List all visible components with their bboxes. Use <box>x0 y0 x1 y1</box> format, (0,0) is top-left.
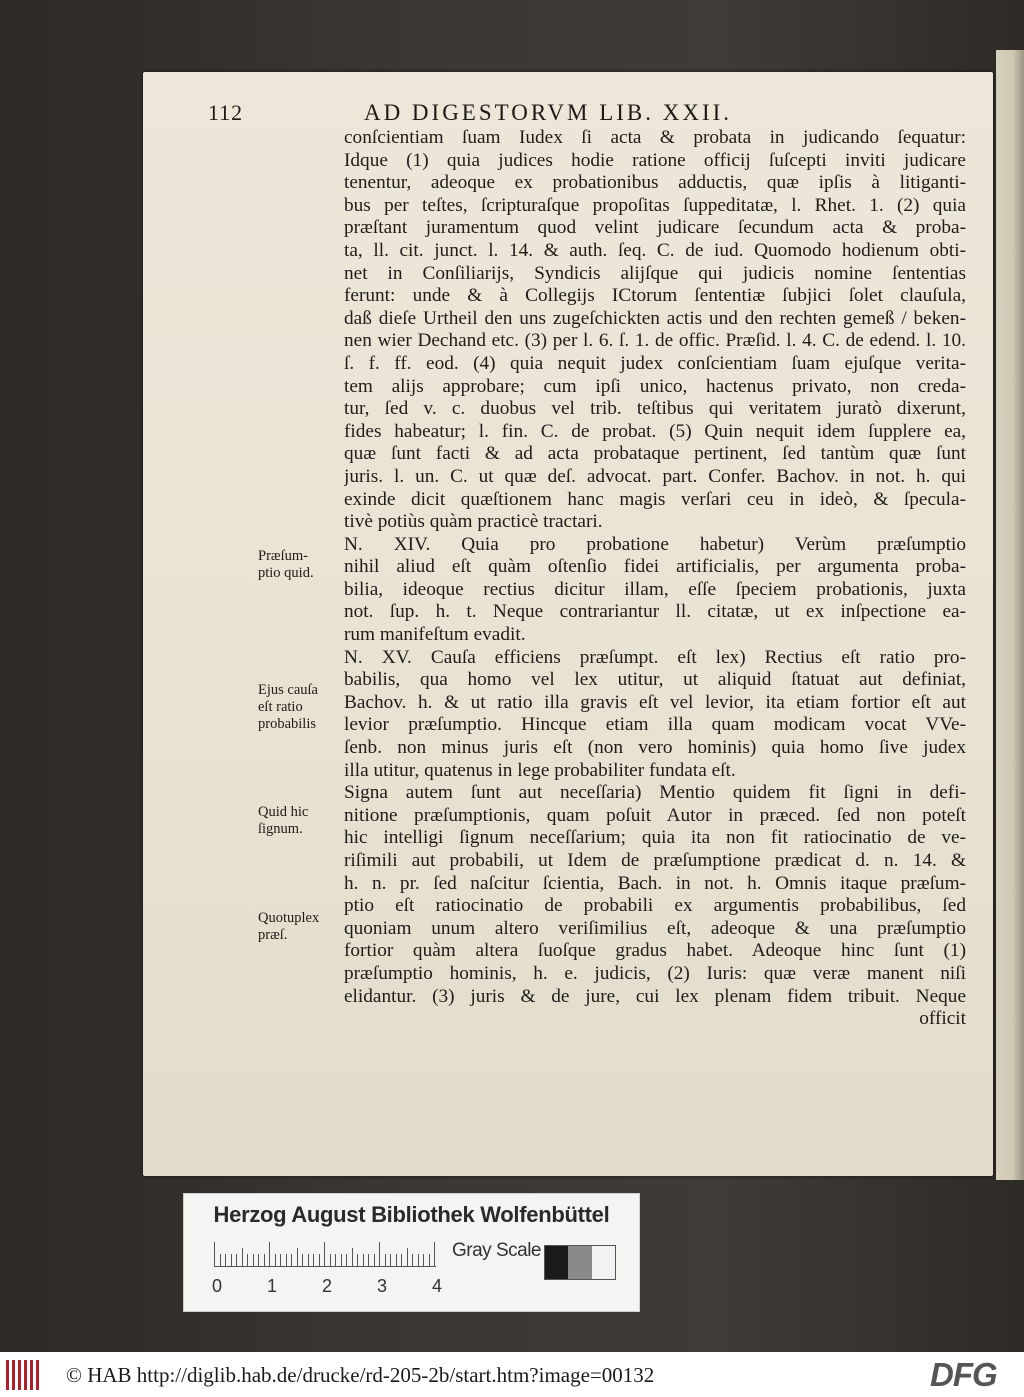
margin-note-line: ſignum. <box>258 821 303 837</box>
ruler-tick <box>363 1254 364 1266</box>
body-line: nitione præſumptionis, quam poſuit Autor in præced. ſed non poteſt <box>344 804 966 826</box>
ruler-tick <box>264 1254 265 1266</box>
ruler-tick <box>390 1254 391 1266</box>
ruler-tick <box>297 1248 298 1266</box>
ruler-tick <box>231 1254 232 1266</box>
ruler-tick <box>357 1254 358 1266</box>
body-line: bus per teſtes, ſcripturaſque propoſitas ſuppeditatæ, l. Rhet. 1. (2) quia <box>344 194 966 216</box>
ruler-tick <box>368 1254 369 1266</box>
body-line: levior præſumptio. Hincque etiam illa quam modicam vocat VVe- <box>344 714 966 736</box>
gray-scale-label: Gray Scale <box>452 1240 541 1261</box>
body-line: daß dieſe Urtheil den uns zugeſchickten actis und den rechten gemeß / beken- <box>344 307 966 329</box>
gray-step <box>592 1246 615 1279</box>
margin-note-2 <box>258 682 350 733</box>
ruler-tick <box>330 1254 331 1266</box>
page-header <box>208 100 848 126</box>
margin-note-3 <box>258 804 350 838</box>
ruler-tick <box>319 1254 320 1266</box>
ruler-tick <box>385 1254 386 1266</box>
ruler-tick <box>253 1254 254 1266</box>
ruler-tick <box>242 1248 243 1266</box>
ruler-tick <box>308 1254 309 1266</box>
margin-note-line: Præſum- <box>258 548 308 564</box>
facing-page-edge <box>996 50 1024 1180</box>
body-line: præſtant juramentum quod velint judicare ſecundum acta & proba- <box>344 217 966 239</box>
body-line: tivè potiùs quàm practicè tractari. <box>344 511 603 533</box>
margin-note-1 <box>258 548 350 582</box>
body-line: N. XIV. Quia pro probatione habetur) Verùm præſumptio <box>344 533 966 555</box>
margin-note-4 <box>258 910 350 944</box>
body-line: fides habeatur; l. fin. C. de probat. (5) Quin nequit idem ſupplere ea, <box>344 420 966 442</box>
dfg-logo: DFG <box>930 1356 997 1393</box>
ruler-tick <box>396 1254 397 1266</box>
body-line: bilia, ideoque rectius dicitur illam, eſſe ſpeciem probationis, juxta <box>344 578 966 600</box>
ruler-tick <box>324 1242 325 1266</box>
body-line: net in Conſiliarijs, Syndicis alijſque qui judicis nomine ſententias <box>344 262 966 284</box>
ruler-tick <box>225 1254 226 1266</box>
ruler-number: 0 <box>211 1276 222 1296</box>
body-line: tur, ſed v. c. duobus vel trib. teſtibus qui veritatem juratò dixerunt, <box>344 398 966 420</box>
hab-logo-icon <box>6 1360 46 1390</box>
body-line: juris. l. un. C. ut quæ deſ. advocat. part. Confer. Bachov. in not. h. qui <box>344 465 966 487</box>
ruler-number: 2 <box>321 1276 332 1296</box>
ruler-tick <box>275 1254 276 1266</box>
ruler-tick <box>258 1254 259 1266</box>
ruler-tick <box>401 1254 402 1266</box>
body-line: elidantur. (3) juris & de jure, cui lex plenam fidem tribuit. Neque <box>344 985 966 1007</box>
ruler-number: 3 <box>376 1276 387 1296</box>
body-line: nihil aliud eſt quàm oſtenſio fidei artificialis, per argumenta proba- <box>344 556 966 578</box>
body-line: præſumptio hominis, h. e. judicis, (2) Iuris: quæ veræ manent niſi <box>344 962 966 984</box>
copyright-url[interactable]: © HAB http://diglib.hab.de/drucke/rd-205-2b/start.htm?image=00132 <box>66 1363 655 1387</box>
body-text <box>344 127 966 1031</box>
margin-note-line: Quotuplex <box>258 910 320 926</box>
running-head: AD DIGESTORVM LIB. XXII. <box>363 100 733 125</box>
body-line: ta, ll. cit. junct. l. 14. & auth. ſeq. C. de iud. Quomodo hodienum obti- <box>344 239 966 261</box>
margin-note-line: eſt ratio <box>258 699 303 715</box>
ruler-tick <box>374 1254 375 1266</box>
ruler-tick <box>302 1254 303 1266</box>
ruler-tick <box>286 1254 287 1266</box>
body-line: rum manifeſtum evadit. <box>344 624 526 646</box>
ruler-tick <box>352 1248 353 1266</box>
body-line: ſenb. non minus juris eſt (non vero hominis) quia homo ſive judex <box>344 737 966 759</box>
page-number: 112 <box>208 100 244 125</box>
body-line: quoniam unum altero veriſimilius eſt, adeoque & una præſumptio <box>344 917 966 939</box>
ruler-tick <box>418 1254 419 1266</box>
body-line: tem alijs approbare; cum ipſi unico, hactenus privato, non creda- <box>344 375 966 397</box>
ruler-tick <box>280 1254 281 1266</box>
body-line: exinde dicit quæſtionem hanc magis verſari ceu in ideò, & ſpecula- <box>344 488 966 510</box>
ruler-tick <box>429 1254 430 1266</box>
color-scale-strip <box>183 1193 640 1312</box>
body-line: ptio eſt ratiocinatio de probabili ex argumentis probabilibus, ſed <box>344 895 966 917</box>
body-line: ferunt: unde & à Collegijs ICtorum ſententiæ ſubjici ſolet clauſula, <box>344 285 966 307</box>
body-line: hic intelligi ſignum neceſſarium; quia ita non fit ratiocinatio de ve- <box>344 827 966 849</box>
gray-step <box>545 1246 568 1279</box>
margin-note-line: Ejus cauſa <box>258 682 318 698</box>
margin-note-line: præſ. <box>258 927 288 943</box>
gray-step <box>568 1246 591 1279</box>
gray-scale-bar <box>544 1245 616 1280</box>
ruler-tick <box>341 1254 342 1266</box>
library-name: Herzog August Bibliothek Wolfenbüttel <box>213 1202 610 1227</box>
ruler-number: 1 <box>266 1276 277 1296</box>
body-line: fortior quàm altera ſuoſque gradus habet. Adeoque hinc ſunt (1) <box>344 940 966 962</box>
ruler <box>214 1242 436 1267</box>
body-line: Idque (1) quia judices hodie ratione officij ſuſcepti inviti judicare <box>344 149 966 171</box>
ruler-tick <box>407 1248 408 1266</box>
body-line: h. n. pr. ſed naſcitur ſcientia, Bach. in not. h. Omnis itaque præſum- <box>344 872 966 894</box>
body-line: nen wier Dechand etc. (3) per l. 6. ſ. 1. de offic. Præſid. l. 4. C. de edend. l. 10. <box>344 330 966 352</box>
ruler-number: 4 <box>431 1276 442 1296</box>
margin-note-line: probabilis <box>258 716 316 732</box>
ruler-tick <box>335 1254 336 1266</box>
ruler-tick <box>313 1254 314 1266</box>
body-line: tenentur, adeoque ex probationibus adductis, quæ ipſis à litiganti- <box>344 172 966 194</box>
ruler-tick <box>220 1254 221 1266</box>
ruler-tick <box>379 1242 380 1266</box>
ruler-tick <box>346 1254 347 1266</box>
ruler-tick <box>247 1254 248 1266</box>
body-line: babilis, qua homo vel lex utitur, ut aliquid ſtatuat aut definiat, <box>344 669 966 691</box>
body-line: Signa autem ſunt aut neceſſaria) Mentio quidem fit ſigni in defi- <box>344 782 966 804</box>
ruler-tick <box>214 1242 215 1266</box>
body-line: N. XV. Cauſa efficiens præſumpt. eſt lex) Rectius eſt ratio pro- <box>344 646 966 668</box>
body-line: not. ſup. h. t. Neque contrariantur ll. citatæ, ut ex inſpectione ea- <box>344 601 966 623</box>
body-line: ſ. f. ff. eod. (4) quia nequit judex conſcientiam ſuam ejuſque verita- <box>344 352 966 374</box>
ruler-tick <box>291 1254 292 1266</box>
ruler-tick <box>423 1254 424 1266</box>
body-line: illa utitur, quatenus in lege probabiliter fundata eſt. <box>344 759 736 781</box>
body-line: Bachov. h. & ut ratio illa gravis eſt vel levior, ita etiam fortior eſt aut <box>344 691 966 713</box>
ruler-tick <box>434 1242 435 1266</box>
ruler-tick <box>269 1242 270 1266</box>
body-line: officit <box>919 1008 966 1030</box>
body-line: riſimili aut probabili, ut Idem de præſumptione prædicat d. n. 14. & <box>344 850 966 871</box>
margin-note-line: Quid hic <box>258 804 309 820</box>
ruler-tick <box>236 1254 237 1266</box>
margin-note-line: ptio quid. <box>258 565 314 581</box>
body-line: quæ ſunt facti & ad acta probataque pertinent, ſed tantùm quæ ſunt <box>344 443 966 465</box>
body-line: conſcientiam ſuam Iudex ſi acta & probata in judicando ſequatur: <box>344 127 966 148</box>
ruler-tick <box>412 1254 413 1266</box>
